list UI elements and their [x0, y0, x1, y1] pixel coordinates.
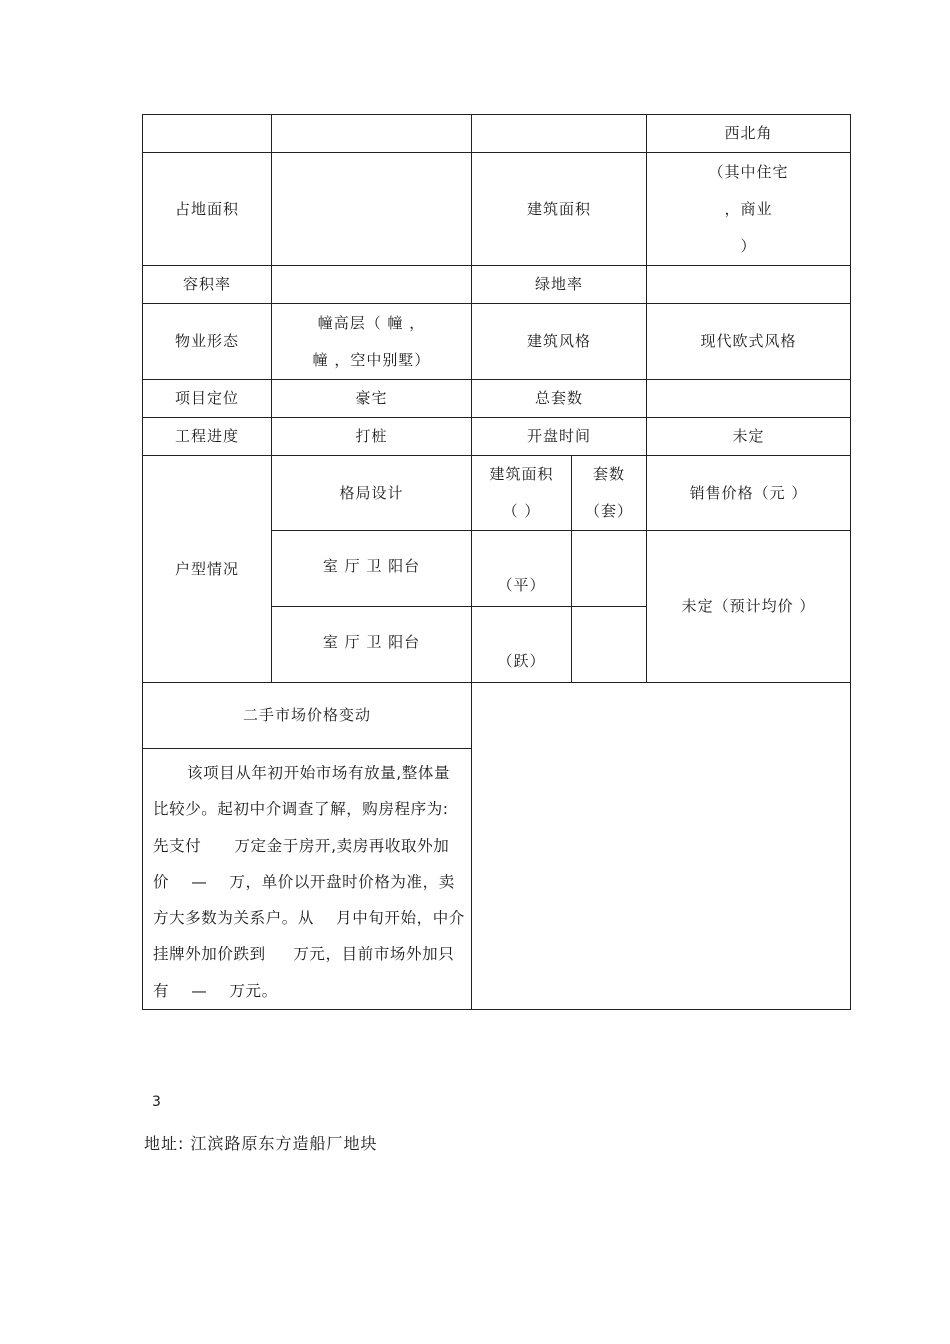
table-cell	[647, 380, 851, 418]
secondhand-paragraph	[143, 749, 472, 1010]
total-units-label: 总套数	[472, 380, 647, 418]
paragraph-line: 比较少。起初中介调查了解，购房程序为:	[153, 800, 449, 819]
paragraph-line: 有 — 万元。	[153, 981, 278, 1000]
table-row	[143, 683, 851, 749]
table-row	[143, 380, 851, 418]
count-header	[572, 456, 647, 531]
paragraph-line: 先支付 万定金于房开,卖房再收取外加	[153, 836, 450, 855]
price-header: 销售价格（元 ）	[647, 456, 851, 531]
green-ratio-label: 绿地率	[472, 266, 647, 304]
area-header-line: （ ）	[502, 502, 541, 520]
area-header-line: 建筑面积	[489, 465, 554, 483]
plot-ratio-label: 容积率	[143, 266, 272, 304]
table-cell	[472, 115, 647, 153]
unit-area: （跃）	[472, 607, 572, 683]
count-header-line: （套）	[584, 502, 633, 520]
property-type-value	[272, 304, 472, 380]
secondhand-title: 二手市场价格变动	[143, 683, 472, 749]
address-line: 地址: 江滨路原东方造船厂地块	[144, 1134, 378, 1153]
unit-types-label: 户型情况	[143, 456, 272, 683]
layout-header: 格局设计	[272, 456, 472, 531]
property-type-label: 物业形态	[143, 304, 272, 380]
progress-label: 工程进度	[143, 418, 272, 456]
building-area-value	[647, 153, 851, 266]
paragraph-line	[153, 755, 463, 791]
table-row	[143, 456, 851, 531]
area-header	[472, 456, 572, 531]
opening-label: 开盘时间	[472, 418, 647, 456]
building-area-label: 建筑面积	[472, 153, 647, 266]
table-row	[143, 304, 851, 380]
land-area-label: 占地面积	[143, 153, 272, 266]
unit-area: （平）	[472, 531, 572, 607]
section-heading: 3	[152, 1094, 163, 1110]
table-row	[143, 115, 851, 153]
unit-layout: 室 厅 卫 阳台	[272, 607, 472, 683]
table-row	[143, 418, 851, 456]
unit-layout: 室 厅 卫 阳台	[272, 531, 472, 607]
count-header-line: 套数	[592, 465, 625, 483]
table-cell	[143, 115, 272, 153]
table-cell	[272, 266, 472, 304]
location-cell: 西北角	[647, 115, 851, 153]
table-cell	[472, 683, 851, 1010]
style-label: 建筑风格	[472, 304, 647, 380]
building-area-line: ，商业	[724, 199, 773, 218]
table-row	[143, 266, 851, 304]
land-area-value	[272, 153, 472, 266]
building-area-line: ）	[740, 236, 757, 255]
progress-value: 打桩	[272, 418, 472, 456]
style-value: 现代欧式风格	[647, 304, 851, 380]
unit-count	[572, 607, 647, 683]
property-type-line: 幢 ，空中别墅）	[312, 350, 431, 369]
table-cell	[272, 115, 472, 153]
positioning-label: 项目定位	[143, 380, 272, 418]
property-type-line: 幢高层（ 幢 ，	[317, 313, 426, 332]
unit-count	[572, 531, 647, 607]
positioning-value: 豪宅	[272, 380, 472, 418]
paragraph-line: 挂牌外加价跌到 万元，目前市场外加只	[153, 945, 455, 964]
table-row	[143, 153, 851, 266]
opening-value: 未定	[647, 418, 851, 456]
paragraph-line-text: 该项目从年初开始市场有放量,整体量	[187, 764, 451, 782]
table-cell	[647, 266, 851, 304]
paragraph-line: 价 — 万，单价以开盘时价格为准，卖	[153, 872, 455, 891]
project-info-table	[142, 114, 851, 1010]
paragraph-line: 方大多数为关系户。从 月中旬开始，中介	[153, 909, 465, 928]
building-area-line: （其中住宅	[708, 162, 789, 181]
price-value: 未定（预计均价 ）	[647, 531, 851, 683]
